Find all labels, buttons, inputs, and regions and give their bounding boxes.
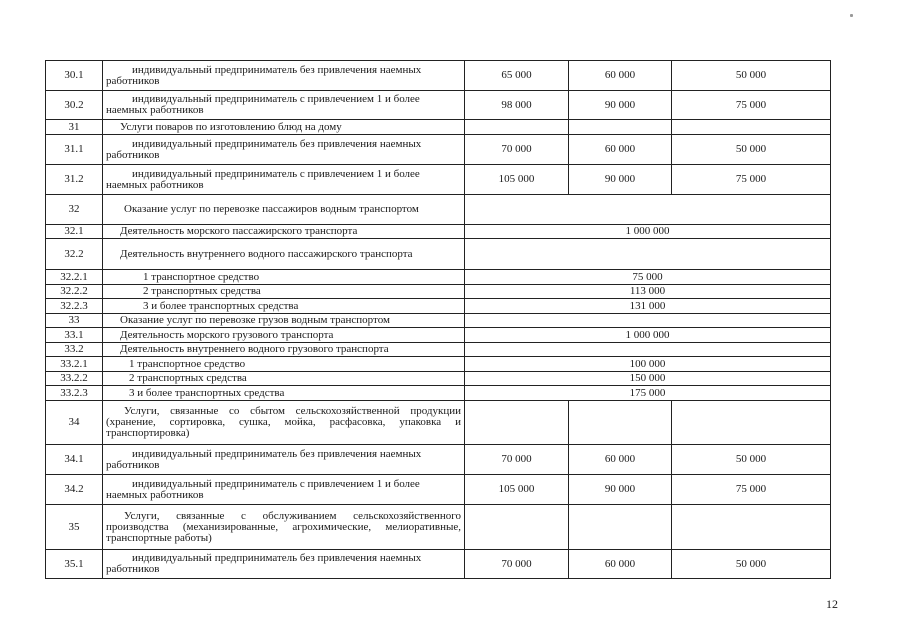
row-value-merged: 113 000 (465, 285, 831, 299)
row-description: индивидуальный предприниматель с привлечением 1 и более наемных работников (103, 475, 465, 505)
row-value-merged (465, 195, 831, 225)
table-row (46, 195, 831, 225)
row-value-3: 75 000 (672, 165, 831, 195)
row-description: Деятельность морского пассажирского транспорта (103, 225, 465, 239)
row-value-merged: 131 000 (465, 299, 831, 314)
row-value-merged: 1 000 000 (465, 225, 831, 239)
row-value-2: 60 000 (569, 445, 672, 475)
row-value-2 (569, 401, 672, 445)
row-number: 33.2.2 (46, 372, 103, 386)
row-value-3: 50 000 (672, 135, 831, 165)
row-value-1 (465, 401, 569, 445)
row-number: 30.1 (46, 61, 103, 91)
table-row (46, 314, 831, 328)
row-value-3 (672, 505, 831, 550)
row-value-2: 60 000 (569, 61, 672, 91)
row-number: 32.2.2 (46, 285, 103, 299)
row-value-3: 50 000 (672, 445, 831, 475)
table-row (46, 299, 831, 314)
table-row (46, 91, 831, 120)
row-value-3: 50 000 (672, 61, 831, 91)
row-value-2 (569, 120, 672, 135)
row-number: 34 (46, 401, 103, 445)
row-description: 3 и более транспортных средства (103, 386, 465, 401)
row-value-1: 70 000 (465, 550, 569, 579)
row-value-3: 50 000 (672, 550, 831, 579)
table-row (46, 357, 831, 372)
table-row (46, 270, 831, 285)
row-number: 33 (46, 314, 103, 328)
row-description: индивидуальный предприниматель без привлечения наемных работников (103, 61, 465, 91)
row-description: 2 транспортных средства (103, 285, 465, 299)
tariff-table (45, 60, 831, 579)
table-row (46, 343, 831, 357)
table-row (46, 550, 831, 579)
row-description: Услуги, связанные с обслуживанием сельскохозяйственного производства (механизированные, агрохимические, мелиоративные, транспортные работы) (103, 505, 465, 550)
row-value-1: 70 000 (465, 445, 569, 475)
row-value-merged: 150 000 (465, 372, 831, 386)
row-value-1: 65 000 (465, 61, 569, 91)
table-row (46, 285, 831, 299)
row-value-2 (569, 505, 672, 550)
row-value-2: 60 000 (569, 135, 672, 165)
row-value-1: 70 000 (465, 135, 569, 165)
row-description: 1 транспортное средство (103, 357, 465, 372)
row-description: индивидуальный предприниматель без привлечения наемных работников (103, 135, 465, 165)
row-value-2: 60 000 (569, 550, 672, 579)
row-value-merged: 100 000 (465, 357, 831, 372)
row-number: 33.1 (46, 328, 103, 343)
row-value-merged: 1 000 000 (465, 328, 831, 343)
row-description: индивидуальный предприниматель с привлечением 1 и более наемных работников (103, 91, 465, 120)
table-row (46, 61, 831, 91)
row-value-3 (672, 401, 831, 445)
row-value-merged (465, 343, 831, 357)
row-description: Услуги поваров по изготовлению блюд на дому (103, 120, 465, 135)
scan-speck (850, 14, 853, 17)
row-value-2: 90 000 (569, 475, 672, 505)
row-description: 1 транспортное средство (103, 270, 465, 285)
row-number: 31.2 (46, 165, 103, 195)
row-number: 30.2 (46, 91, 103, 120)
table-row (46, 401, 831, 445)
row-description: Деятельность морского грузового транспорта (103, 328, 465, 343)
row-number: 32 (46, 195, 103, 225)
row-value-1 (465, 120, 569, 135)
row-value-3 (672, 120, 831, 135)
row-value-3: 75 000 (672, 91, 831, 120)
table-row (46, 372, 831, 386)
row-number: 31 (46, 120, 103, 135)
row-value-2: 90 000 (569, 91, 672, 120)
row-value-merged: 75 000 (465, 270, 831, 285)
row-value-merged: 175 000 (465, 386, 831, 401)
row-value-3: 75 000 (672, 475, 831, 505)
row-number: 34.1 (46, 445, 103, 475)
table-row (46, 165, 831, 195)
row-description: Деятельность внутреннего водного грузового транспорта (103, 343, 465, 357)
row-description: Деятельность внутреннего водного пассажирского транспорта (103, 239, 465, 270)
row-number: 32.2.3 (46, 299, 103, 314)
row-number: 32.2 (46, 239, 103, 270)
row-description: 3 и более транспортных средства (103, 299, 465, 314)
row-value-1 (465, 505, 569, 550)
row-description: индивидуальный предприниматель без привлечения наемных работников (103, 550, 465, 579)
row-number: 33.2.1 (46, 357, 103, 372)
table-row (46, 386, 831, 401)
table-row (46, 505, 831, 550)
row-value-1: 105 000 (465, 165, 569, 195)
row-number: 35.1 (46, 550, 103, 579)
row-description: 2 транспортных средства (103, 372, 465, 386)
row-value-1: 98 000 (465, 91, 569, 120)
table-row (46, 475, 831, 505)
row-description: Оказание услуг по перевозке грузов водным транспортом (103, 314, 465, 328)
table-row (46, 225, 831, 239)
row-value-merged (465, 314, 831, 328)
row-number: 32.1 (46, 225, 103, 239)
row-number: 33.2.3 (46, 386, 103, 401)
row-description: Оказание услуг по перевозке пассажиров водным транспортом (103, 195, 465, 225)
table-row (46, 328, 831, 343)
row-value-1: 105 000 (465, 475, 569, 505)
page-number: 12 (826, 597, 838, 611)
row-number: 34.2 (46, 475, 103, 505)
table-row (46, 445, 831, 475)
row-description: индивидуальный предприниматель без привлечения наемных работников (103, 445, 465, 475)
table-row (46, 135, 831, 165)
row-number: 33.2 (46, 343, 103, 357)
row-description: Услуги, связанные со сбытом сельскохозяйственной продукции (хранение, сортировка, сушка, мойка, расфасовка, упаковка и транспортировка) (103, 401, 465, 445)
row-number: 35 (46, 505, 103, 550)
row-number: 32.2.1 (46, 270, 103, 285)
row-value-2: 90 000 (569, 165, 672, 195)
row-number: 31.1 (46, 135, 103, 165)
tariff-table-body (46, 61, 831, 579)
table-row (46, 239, 831, 270)
row-value-merged (465, 239, 831, 270)
row-description: индивидуальный предприниматель с привлечением 1 и более наемных работников (103, 165, 465, 195)
table-row (46, 120, 831, 135)
